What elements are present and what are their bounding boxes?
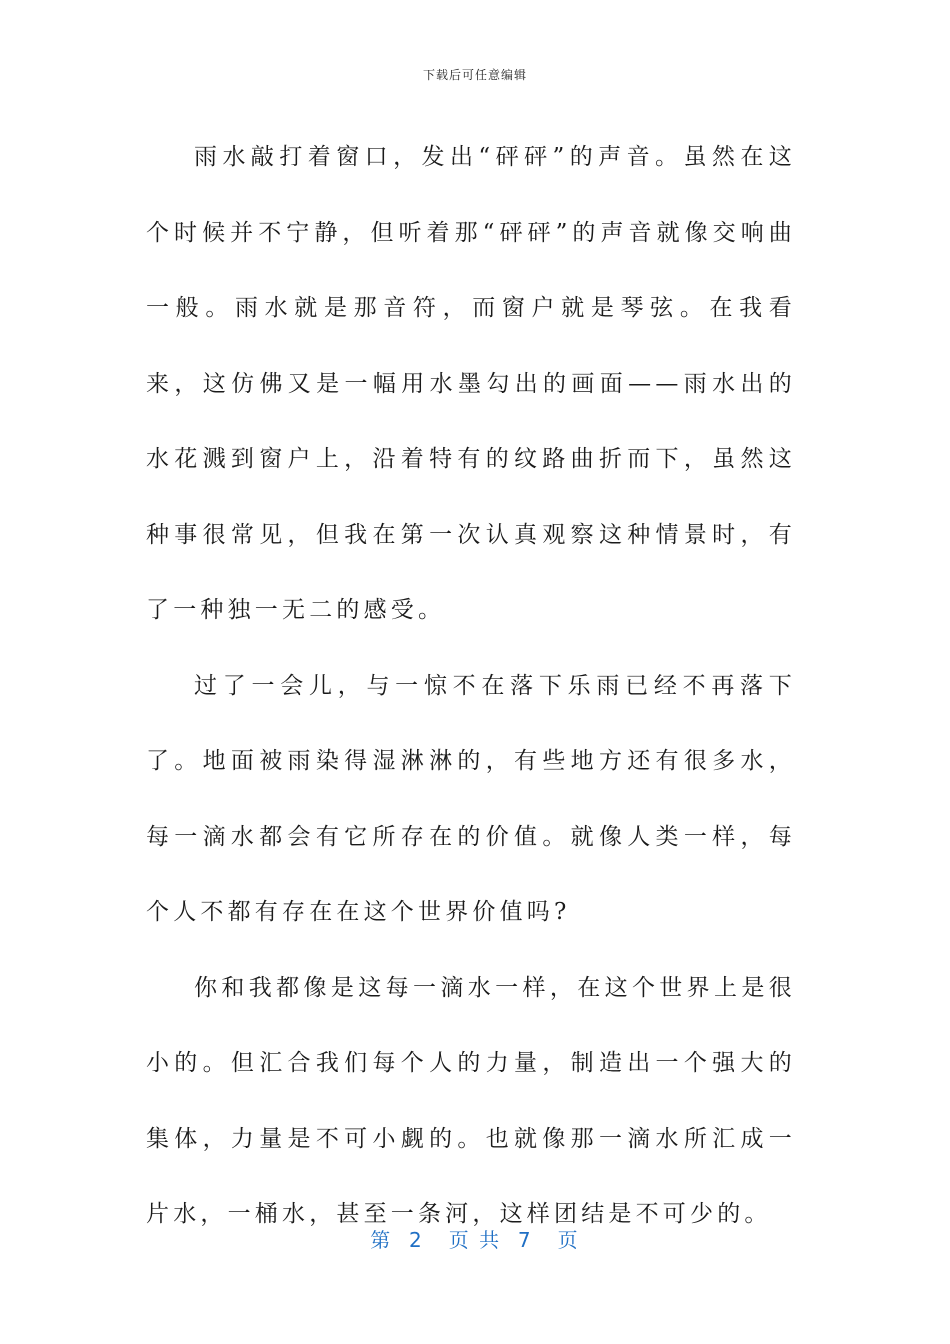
page-number-footer — [0, 1224, 950, 1253]
page-header-note: 下载后可任意编辑 — [422, 68, 527, 82]
paragraph-3: 你和我都像是这每一滴水一样，在这个世界上是很小的。但汇合我们每个人的力量，制造出一个强大的集体，力量是不可小觑的。也就像那一滴水所汇成一片水，一桶水，甚至一条河，这样团结是不可少的。 — [146, 974, 796, 1227]
document-body — [146, 120, 796, 1253]
paragraph-1: 雨水敲打着窗口，发出“砰砰”的声音。虽然在这个时候并不宁静，但听着那“砰砰”的声音就像交响曲一般。雨水就是那音符，而窗户就是琴弦。在我看来，这仿佛又是一幅用水墨勾出的画面——雨水出的水花溅到窗户上，沿着特有的纹路曲折而下，虽然这种事很常见，但我在第一次认真观察这种情景时，有了一种独一无二的感受。 — [146, 144, 796, 623]
page-number-text: 第 2 页 共 7 页 — [370, 1228, 580, 1252]
paragraph-2: 过了一会儿，与一惊不在落下乐雨已经不再落下了。地面被雨染得湿淋淋的，有些地方还有很多水，每一滴水都会有它所存在的价值。就像人类一样，每个人不都有存在在这个世界价值吗? — [146, 672, 796, 925]
